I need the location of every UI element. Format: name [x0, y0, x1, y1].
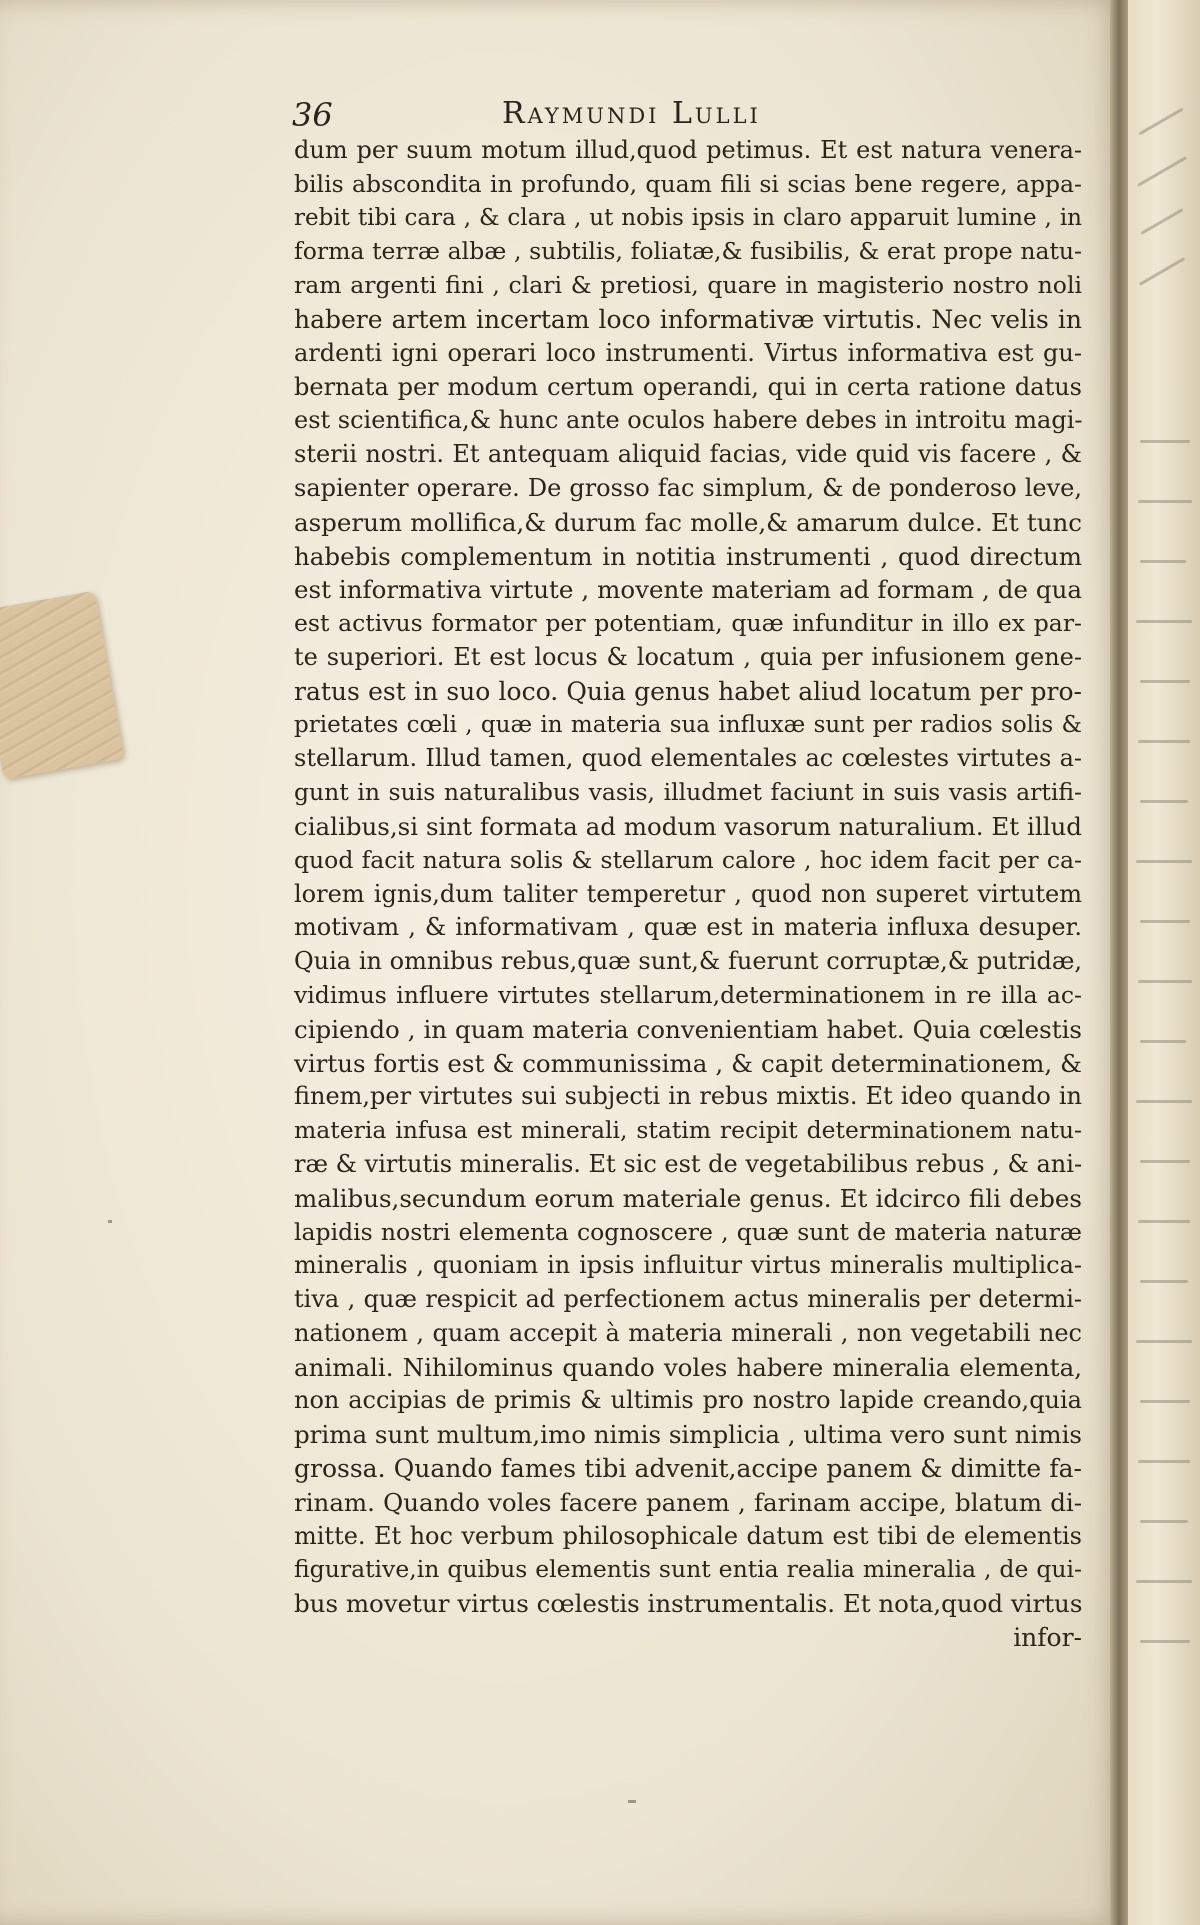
page-header [292, 96, 1092, 136]
text-line: asperum mollifica,& durum fac molle,& amarum dulce. Et tunc [294, 507, 1082, 537]
text-line: rinam. Quando voles facere panem , farinam accipe, blatum di- [294, 1487, 1082, 1517]
running-head: Raymundi Lulli [502, 96, 761, 131]
text-line: ræ & virtutis mineralis. Et sic est de vegetabilibus rebus , & ani- [294, 1149, 1083, 1178]
text-line: mineralis , quoniam in ipsis influitur virtus mineralis multiplica- [294, 1251, 1082, 1280]
text-line: animali. Nihilominus quando voles habere mineralia elementa, [294, 1352, 1082, 1382]
text-line: lapidis nostri elementa cognoscere , quæ sunt de materia naturæ [294, 1217, 1082, 1246]
text-line: bernata per modum certum operandi, qui in certa ratione datus [294, 372, 1082, 401]
text-line: tiva , quæ respicit ad perfectionem actus mineralis per determi- [294, 1285, 1082, 1314]
text-line: grossa. Quando fames tibi advenit,accipe panem & dimitte fa- [294, 1454, 1082, 1484]
text-line: prietates cœli , quæ in materia sua influxæ sunt per radios solis & [294, 711, 1082, 738]
text-line: lorem ignis,dum taliter temperetur , quod non superet virtutem [294, 879, 1082, 908]
text-line: mitte. Et hoc verbum philosophicale datum est tibi de elementis [294, 1521, 1082, 1550]
text-line: sapienter operare. De grosso fac simplum, & de ponderoso leve, [294, 473, 1082, 502]
text-line: materia infusa est minerali, statim recipit determinationem natu- [294, 1116, 1082, 1145]
text-line: bilis abscondita in profundo, quam fili si scias bene regere, appa- [294, 169, 1082, 198]
text-line: ratus est in suo loco. Quia genus habet aliud locatum per pro- [294, 676, 1082, 706]
facing-page-edge [1128, 0, 1200, 1925]
page-number: 36 [292, 96, 333, 134]
text-line: bus movetur virtus cœlestis instrumentalis. Et nota,quod virtus [294, 1589, 1083, 1619]
text-line: motivam , & informativam , quæ est in materia influxa desuper. [294, 913, 1082, 942]
text-line: malibus,secundum eorum materiale genus. Et idcirco fili debes [294, 1183, 1082, 1213]
paper-bookmark-tab [0, 591, 124, 780]
catchword: infor- [1013, 1623, 1082, 1653]
text-line: finem,per virtutes sui subjecti in rebus mixtis. Et ideo quando in [294, 1082, 1082, 1111]
text-line: nationem , quam accepit à materia minerali , non vegetabili nec [294, 1318, 1082, 1347]
text-line: forma terræ albæ , subtilis, foliatæ,& fusibilis, & erat prope natu- [294, 237, 1082, 266]
text-line: figurative,in quibus elementis sunt entia realia mineralia , de qui- [294, 1555, 1082, 1584]
text-line: est activus formator per potentiam, quæ infunditur in illo ex par- [294, 609, 1082, 638]
text-line: cialibus,si sint formata ad modum vasorum naturalium. Et illud [294, 811, 1082, 841]
text-line: sterii nostri. Et antequam aliquid facias, vide quid vis facere , & [294, 440, 1082, 469]
book-gutter [1110, 0, 1128, 1925]
text-line: quod facit natura solis & stellarum calore , hoc idem facit per ca- [294, 845, 1082, 874]
text-line: stellarum. Illud tamen, quod elementales ac cœlestes virtutes a- [294, 744, 1082, 773]
body-text [294, 134, 1082, 1655]
text-line: habebis complementum in notitia instrumenti , quod directum [294, 541, 1082, 571]
paper-speck [628, 1800, 636, 1803]
text-line: est informativa virtute , movente materiam ad formam , de qua [294, 575, 1082, 605]
text-line: Quia in omnibus rebus,quæ sunt,& fuerunt corruptæ,& putridæ, [294, 947, 1082, 976]
paper-speck [108, 1220, 112, 1223]
text-line: prima sunt multum,imo nimis simplicia , ultima vero sunt nimis [294, 1420, 1082, 1450]
text-line: rebit tibi cara , & clara , ut nobis ipsis in claro apparuit lumine , in [294, 204, 1082, 231]
text-line: gunt in suis naturalibus vasis, illudmet faciunt in suis vasis artifi- [294, 778, 1082, 807]
text-line: ram argenti fini , clari & pretiosi, quare in magisterio nostro noli [294, 271, 1082, 300]
text-line: cipiendo , in quam materia convenientiam habet. Quia cœlestis [294, 1014, 1082, 1044]
text-line: dum per suum motum illud,quod petimus. Et est natura venera- [294, 136, 1082, 164]
text-line: virtus fortis est & communissima , & capit determinationem, & [294, 1048, 1082, 1078]
text-line: te superiori. Et est locus & locatum , quia per infusionem gene- [294, 642, 1082, 671]
text-line: non accipias de primis & ultimis pro nostro lapide creando,quia [294, 1386, 1082, 1415]
text-line: habere artem incertam loco informativæ virtutis. Nec velis in [294, 304, 1082, 334]
text-line: ardenti igni operari loco instrumenti. Virtus informativa est gu- [294, 338, 1082, 367]
text-line: est scientifica,& hunc ante oculos habere debes in introitu magi- [294, 406, 1083, 435]
text-line: vidimus influere virtutes stellarum,determinationem in re illa ac- [294, 980, 1082, 1009]
